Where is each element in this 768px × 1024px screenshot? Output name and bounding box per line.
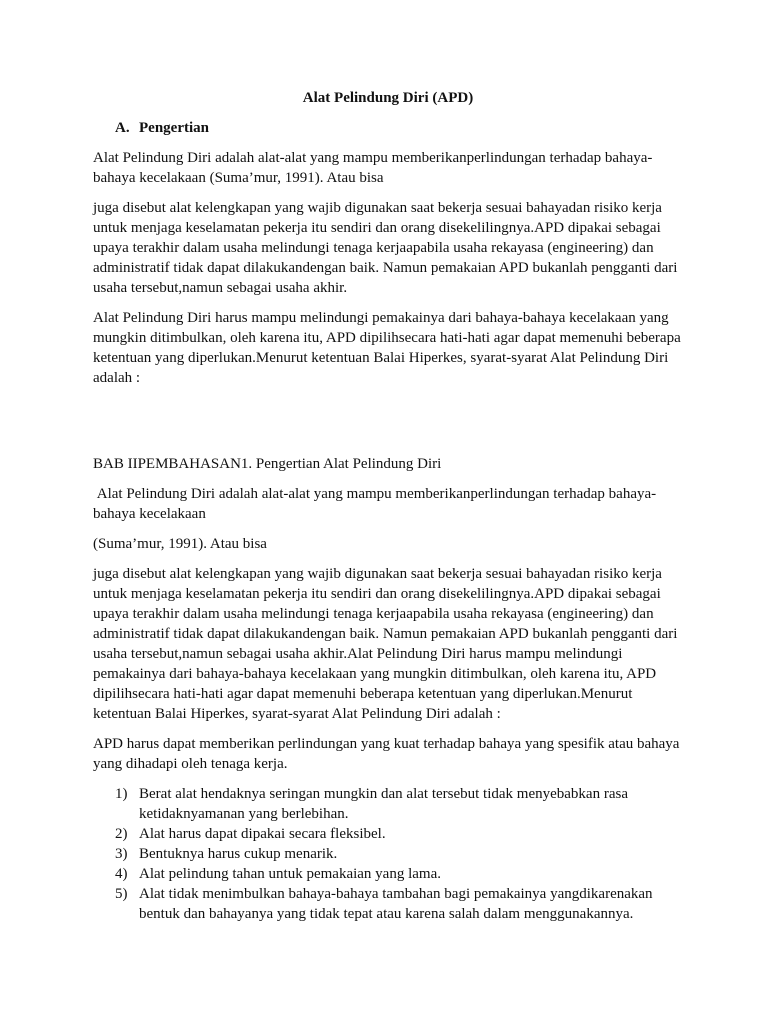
paragraph-definition-repeat: Alat Pelindung Diri adalah alat-alat yang mampu memberikanperlindungan terhadap bahaya-bahaya kecelakaan	[93, 486, 657, 522]
list-item-marker: 4)	[115, 866, 128, 882]
list-item	[93, 844, 683, 864]
paragraph-definition-continued: juga disebut alat kelengkapan yang wajib digunakan saat bekerja sesuai bahayadan risiko kerja untuk menjaga keselamatan pekerja itu sendiri dan orang disekelilingnya.APD dipakai sebagai upaya terakhir dalam usaha melindungi tenaga kerjaapabila usaha rekayasa (engineering) dan administratif tidak dapat dilakukandengan baik. Namun pemakaian APD bukanlah pengganti dari usaha tersebut,namun sebagai usaha akhir.	[93, 200, 678, 296]
paragraph-definition: Alat Pelindung Diri adalah alat-alat yang mampu memberikanperlindungan terhadap bahaya-bahaya kecelakaan (Suma’mur, 1991). Atau bisa	[93, 150, 653, 186]
list-item-text: Alat tidak menimbulkan bahaya-bahaya tambahan bagi pemakainya yangdikarenakan bentuk dan bahayanya yang tidak tepat atau karena salah dalam menggunakannya.	[139, 886, 653, 922]
section-heading-marker: A.	[115, 120, 130, 136]
list-item	[93, 784, 683, 824]
document-title: Alat Pelindung Diri (APD)	[302, 90, 474, 106]
list-item-text: Bentuknya harus cukup menarik.	[139, 846, 338, 862]
paragraph-requirements-intro: Alat Pelindung Diri harus mampu melindungi pemakainya dari bahaya-bahaya kecelakaan yang mungkin ditimbulkan, oleh karena itu, APD dipilihsecara hati-hati agar dapat memenuhi beberapa ketentuan yang diperlukan.Menurut ketentuan Balai Hiperkes, syarat-syarat Alat Pelindung Diri adalah :	[93, 310, 681, 386]
list-item-marker: 5)	[115, 886, 128, 902]
section-heading-pengertian	[115, 118, 683, 138]
section-heading-label: Pengertian	[139, 120, 209, 136]
list-item	[93, 824, 683, 844]
list-item-marker: 1)	[115, 786, 128, 802]
document-page	[93, 88, 683, 924]
list-item-text: Alat pelindung tahan untuk pemakaian yang lama.	[139, 866, 441, 882]
paragraph-definition-full: juga disebut alat kelengkapan yang wajib digunakan saat bekerja sesuai bahayadan risiko kerja untuk menjaga keselamatan pekerja itu sendiri dan orang disekelilingnya.APD dipakai sebagai upaya terakhir dalam usaha melindungi tenaga kerjaapabila usaha rekayasa (engineering) dan administratif tidak dapat dilakukandengan baik. Namun pemakaian APD bukanlah pengganti dari usaha tersebut,namun sebagai usaha akhir.Alat Pelindung Diri harus mampu melindungi pemakainya dari bahaya-bahaya kecelakaan yang mungkin ditimbulkan, oleh karena itu, APD dipilihsecara hati-hati agar dapat memenuhi beberapa ketentuan yang diperlukan.Menurut ketentuan Balai Hiperkes, syarat-syarat Alat Pelindung Diri adalah :	[93, 566, 678, 722]
requirements-list	[93, 784, 683, 924]
paragraph-apd-protection: APD harus dapat memberikan perlindungan yang kuat terhadap bahaya yang spesifik atau bahaya yang dihadapi oleh tenaga kerja.	[93, 736, 680, 772]
list-item-marker: 2)	[115, 826, 128, 842]
chapter-heading-line: BAB IIPEMBAHASAN1. Pengertian Alat Pelindung Diri	[93, 456, 442, 472]
list-item-text: Berat alat hendaknya seringan mungkin dan alat tersebut tidak menyebabkan rasa ketidaknyamanan yang berlebihan.	[139, 786, 628, 822]
paragraph-citation: (Suma’mur, 1991). Atau bisa	[93, 536, 267, 552]
list-item-marker: 3)	[115, 846, 128, 862]
list-item-text: Alat harus dapat dipakai secara fleksibel.	[139, 826, 386, 842]
list-item	[93, 884, 683, 924]
list-item	[93, 864, 683, 884]
spacer	[93, 398, 683, 454]
